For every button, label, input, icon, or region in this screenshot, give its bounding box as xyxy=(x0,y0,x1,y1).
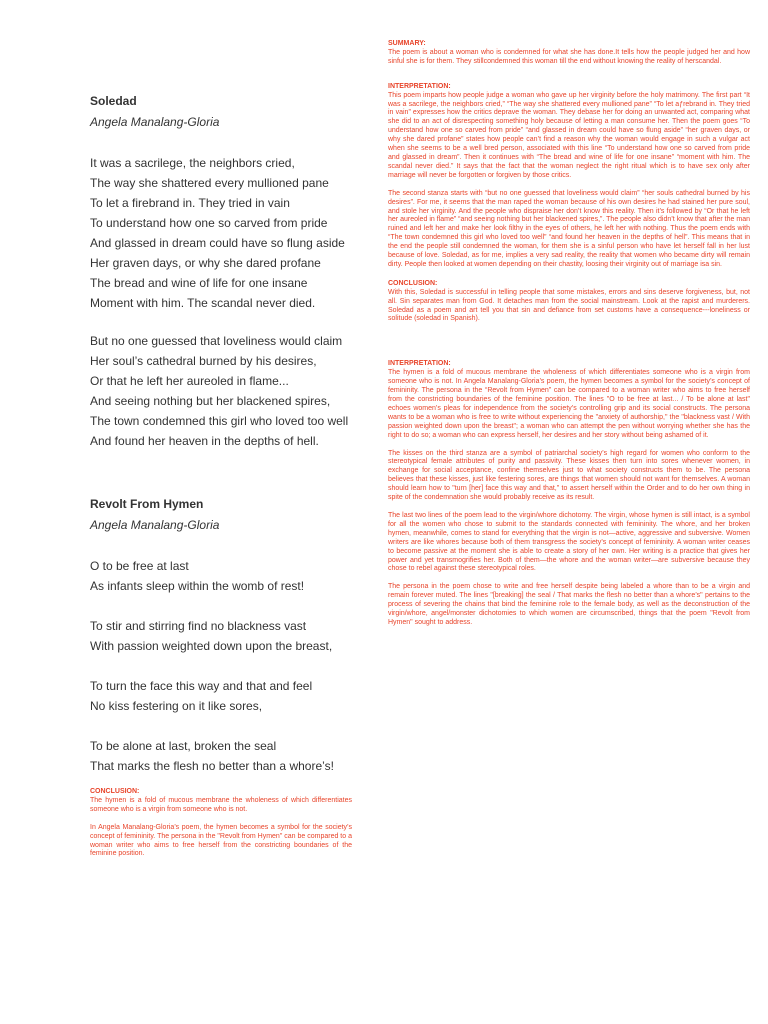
poem-line: O to be free at last xyxy=(90,559,189,573)
poems-column xyxy=(90,92,380,776)
section-heading: CONCLUSION: xyxy=(90,788,140,795)
soledad-interpretation xyxy=(388,83,750,270)
poem-line: No kiss festering on it like sores, xyxy=(90,699,263,713)
poem-line: The bread and wine of life for one insane xyxy=(90,276,308,290)
paragraph: The kisses on the third stanza are a symbol of patriarchal society’s high regard for women who conform to the stereotypical female attributes of purity and passivity. These kisses then turn into sores whenever women, in exchange for social acceptance, confine themselves just to what society constructs them to be. The persona believes that these kisses, just like festering sores, are things that women should not want for themselves. A woman should learn how to "turn [her] face this way and that," to assert herself within the Order and to do her own thing in spite of the condemnation she would probably receive as its result. xyxy=(388,449,750,502)
stanza xyxy=(90,153,380,313)
poem-revolt-from-hymen xyxy=(90,495,380,776)
paragraph: In Angela Manalang-Gloria’s poem, the hymen becomes a symbol for the society’s concept of femininity. The persona in the "Revolt from Hymen" can be compared to a woman writer who aims to free herself from the constricting boundaries of the feminine position. xyxy=(90,823,352,858)
stanza xyxy=(90,556,380,596)
poem-author: Angela Manalang-Gloria xyxy=(90,115,220,129)
poem-author: Angela Manalang-Gloria xyxy=(90,518,220,532)
section-heading: CONCLUSION: xyxy=(388,279,438,287)
poem-line: To let a firebrand in. They tried in vain xyxy=(90,196,290,210)
poem-line: That marks the flesh no better than a whore’s! xyxy=(90,759,334,773)
soledad-conclusion xyxy=(388,280,750,325)
poem-line: To be alone at last, broken the seal xyxy=(90,739,277,753)
hymen-interpretation xyxy=(388,360,750,627)
section-heading: INTERPRETATION: xyxy=(388,82,451,90)
stanza xyxy=(90,616,380,656)
poem-line: But no one guessed that loveliness would claim xyxy=(90,334,343,348)
analysis-column xyxy=(388,40,750,638)
poem-line: Moment with him. The scandal never died. xyxy=(90,296,316,310)
stanza xyxy=(90,676,380,716)
paragraph: With this, Soledad is successful in telling people that some mistakes, errors and sins deserve forgiveness, but, not all. Sin separates man from God. It detaches man from the social mainstream. Look at the rapist and murderers. Soledad as a poem and art tell you that sin and defiance from set customs have a consequence---loneliness or solitude (soledad in Spanish). xyxy=(388,288,750,323)
poem-line: To stir and stirring find no blackness vast xyxy=(90,619,307,633)
stanza xyxy=(90,736,380,776)
paragraph: This poem imparts how people judge a woman who gave up her virginity before the holy matrimony. The first part “It was a sacrilege, the neighbors cried,” “The way she shattered every mullioned pane” “To let aƒrebrand in. They tried in vain” expresses how the critics deprave the woman. They debase her for doing an unwanted act, comparing what she did to an act of disrespecting something holy because of letting a man consume her. Then the poem goes “To understand how one so carved from pride” “and glassed in dream could have so flung aside” “her graven days, or why she dared profane” states how people can’t find a reason why the woman would engage in such a vulgar act when she seems to be a well bred person, associated with this line “To understand how one so carved from pride and glassed in dream”. Then it continues with “The bread and wine of life for one insane” “moment with him. The scandal never died.” It says that the fact that the woman neglect the right ritual which is to have sex only after marriage will never be forgotten or forgiven by those critics. xyxy=(388,91,750,179)
paragraph: The hymen is a fold of mucous membrane the wholeness of which differentiates someone who is a virgin from someone who is not. In Angela Manalang-Gloria’s poem, the hymen becomes a symbol for the society’s concept of femininity. The persona in the “Revolt from Hymen” can be compared to a woman writer who aims to free herself from the constricting boundaries of the feminine position. The lines "O to be free at last... / To be alone at last" echoes women’s pleas for independence from the society’s controlling grip and its social constructs. The persona wants to be a woman who is free to write without experiencing the "anxiety of authorship," the "blackness vast / With passion weighted down upon the breast"; a woman who can attempt the pen without worrying whether she has the right to do so; a woman who can express herself, her desires and her story without being ashamed of it. xyxy=(388,369,750,439)
poem-title: Revolt From Hymen xyxy=(90,497,204,511)
paragraph: The hymen is a fold of mucous membrane the wholeness of which differentiates someone who is a virgin from someone who is not. xyxy=(90,796,352,813)
poem-line: With passion weighted down upon the breast, xyxy=(90,639,333,653)
poem-soledad xyxy=(90,92,380,451)
poem-title: Soledad xyxy=(90,94,137,108)
hymen-conclusion xyxy=(90,788,352,859)
poem-line: To understand how one so carved from pride xyxy=(90,216,328,230)
poem-line: And glassed in dream could have so flung aside xyxy=(90,236,345,250)
paragraph: The poem is about a woman who is condemned for what she has done.It tells how the people judged her and how sinful she is for them. They stillcondemned this woman till the end without knowing the reality of herscandal. xyxy=(388,48,750,65)
poem-line: It was a sacrilege, the neighbors cried, xyxy=(90,156,295,170)
poem-line: To turn the face this way and that and feel xyxy=(90,679,313,693)
soledad-summary xyxy=(388,40,750,67)
stanza xyxy=(90,331,380,451)
section-heading: SUMMARY: xyxy=(388,40,426,47)
poem-line: And found her heaven in the depths of hell. xyxy=(90,434,319,448)
paragraph: The persona in the poem chose to write and free herself despite being labeled a whore than to be a virgin and remain forever muted. The lines "[breaking] the seal / That marks the flesh no better than a whore’s" pertains to the process of severing the chains that bind the feminine role to the female body, as well as the deconstruction of the virgin/whore, angel/monster dichotomies to which women are circumscribed, things that the poem "Revolt from Hymen" sought to address. xyxy=(388,583,750,626)
section-heading: INTERPRETATION: xyxy=(388,360,451,368)
poem-line: Or that he left her aureoled in flame... xyxy=(90,374,289,388)
paragraph: The last two lines of the poem lead to the virgin/whore dichotomy. The virgin, whose hymen is still intact, is a symbol for all the women who chose to submit to the standards connected with femininity. The whore, and her broken hymen, meanwhile, comes to stand for everything that the virgin is not—active, aggressive and subversive. Women writers are like whores because both of them transgress the society’s concept of femininity. A woman writer ceases to become passive at the moment she is able to create a story of her own. Her writing is a practice that gives her power and yet transmogrifies her. Both of them—the whore and the woman writer—are subversive because they chose to rebel against these stereotypical roles. xyxy=(388,511,750,573)
poem-line: The way she shattered every mullioned pane xyxy=(90,176,329,190)
poem-line: And seeing nothing but her blackened spires, xyxy=(90,394,331,408)
paragraph: The second stanza starts with “but no one guessed that loveliness would claim” “her souls cathedral burned by his desires”. For me, it seems that the man raped the woman because of his own desires he had stained her pure soul, and stole her virginity. And the people who dispraise her don’t know this reality. Then it’s followed by “Or that he left her aureoled in flame” “and seeing nothing but her blackened spires,”. The people also didn’t know that after the man ruined and left her and make her look filthy in the eyes of others, he left her with nothing. Thus the poem ends with “The town condemned this girl who loved too well” “and found her heaven in the depths of hell”. This means that in the end the people still condemned the woman, for them she is a sinful person who have let herself fall in her lust because of love. Soledad, as for me, implies a very sad reality, the reality that women who became dirty will remain dirty. People then looked at women depending on their chastity, loosing their virginity out of marriage isa sin. xyxy=(388,189,750,268)
poem-line: Her graven days, or why she dared profane xyxy=(90,256,321,270)
poem-line: Her soul’s cathedral burned by his desires, xyxy=(90,354,317,368)
poem-line: The town condemned this girl who loved too well xyxy=(90,414,349,428)
poem-line: As infants sleep within the womb of rest! xyxy=(90,579,305,593)
